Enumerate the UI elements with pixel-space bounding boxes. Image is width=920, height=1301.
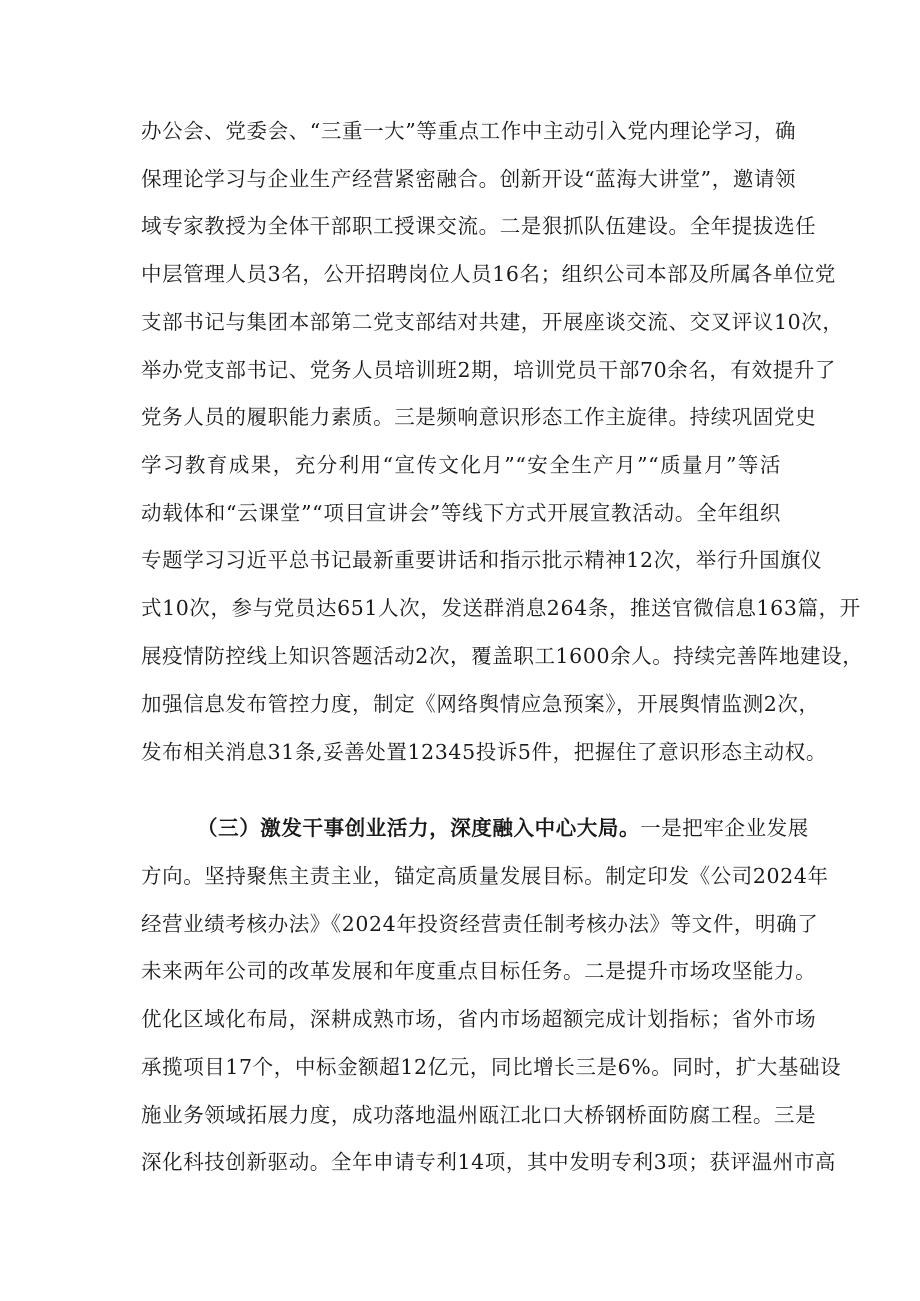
paragraph-line: 域专家教授为全体干部职工授课交流。二是狠抓队伍建设。全年提拔选任 [141,214,817,238]
paragraph-line: 加强信息发布管控力度，制定《网络舆情应急预案》，开展舆情监测2次， [141,692,820,716]
paragraph-line: 优化区域化布局，深耕成熟市场，省内市场超额完成计划指标；省外市场 [141,1007,817,1031]
paragraph-line: 支部书记与集团本部第二党支部结对共建，开展座谈交流、交叉评议10次， [141,310,844,334]
paragraph-line: 动载体和“云课堂”“项目宣讲会”等线下方式开展宣教活动。全年组织 [141,501,781,525]
paragraph-line: 举办党支部书记、党务人员培训班2期，培训党员干部70余名，有效提升了 [141,358,837,382]
paragraph-line: 施业务领域拓展力度，成功落地温州瓯江北口大桥钢桥面防腐工程。三是 [141,1103,817,1127]
paragraph-line: 经营业绩考核办法》《2024年投资经营责任制考核办法》等文件，明确了 [141,912,819,936]
paragraph-line: 展疫情防控线上知识答题活动2次，覆盖职工1600余人。持续完善阵地建设， [141,644,864,668]
section-heading-line [141,814,809,842]
paragraph-line: 方向。坚持聚焦主责主业，锚定高质量发展目标。制定印发《公司2024年 [141,864,829,888]
paragraph-line: 发布相关消息31条,妥善处置12345投诉5件，把握住了意识形态主动权。 [141,740,827,764]
paragraph-line: 学习教育成果，充分利用“宣传文化月”“安全生产月”“质量月”等活 [141,453,781,477]
paragraph-line: 未来两年公司的改革发展和年度重点目标任务。二是提升市场攻坚能力。 [141,959,817,983]
paragraph-line: 办公会、党委会、“三重一大”等重点工作中主动引入党内理论学习，确 [141,119,797,143]
paragraph-line: 专题学习习近平总书记最新重要讲话和指示批示精神12次，举行升国旗仪 [141,548,823,572]
paragraph-line: 中层管理人员3名，公开招聘岗位人员16名；组织公司本部及所属各单位党 [141,262,837,286]
section-heading: （三）激发干事创业活力，深度融入中心大局。 [197,816,641,840]
paragraph-line: 式10次，参与党员达651人次，发送群消息264条，推送官微信息163篇，开 [141,596,861,620]
heading-line-rest: 一是把牢企业发展 [640,816,809,840]
paragraph-line: 承揽项目17个，中标金额超12亿元，同比增长三是6%。同时，扩大基础设 [141,1055,842,1079]
paragraph-line: 保理论学习与企业生产经营紧密融合。创新开设“蓝海大讲堂”，邀请领 [141,167,797,191]
paragraph-line: 党务人员的履职能力素质。三是频响意识形态工作主旋律。持续巩固党史 [141,405,817,429]
paragraph-line: 深化科技创新驱动。全年申请专利14项，其中发明专利3项；获评温州市高 [141,1150,837,1174]
